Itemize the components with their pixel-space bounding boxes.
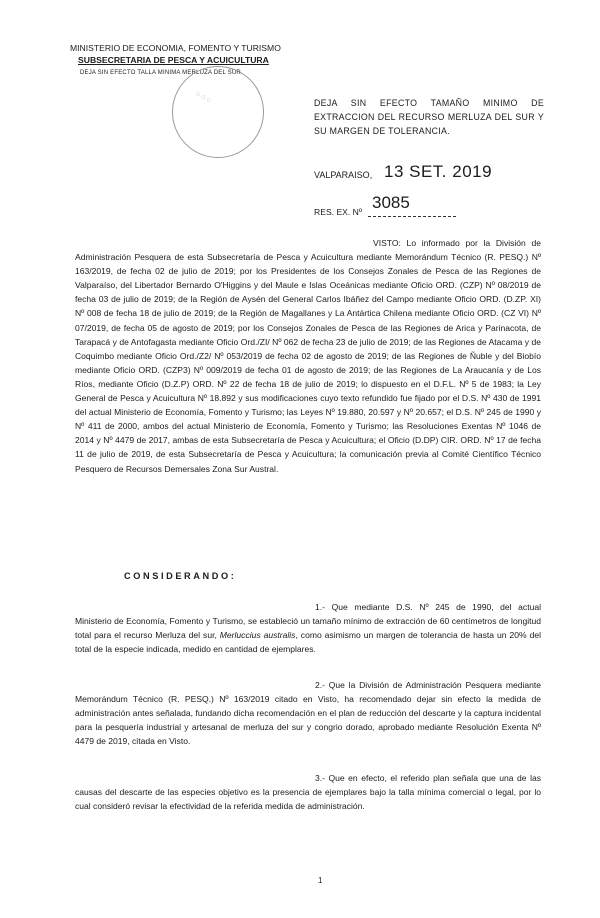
resolution-date: 13 SET. 2019	[384, 162, 493, 181]
considerando-1	[75, 600, 541, 656]
considerando-1-text-b: , como asimismo un margen de tolerancia de hasta un 20% del total de la especie indicada, medido en cantidad de ejemplares.	[75, 630, 541, 655]
ministry-name: MINISTERIO DE ECONOMIA, FOMENTO Y TURISMO	[70, 43, 281, 53]
considerando-3: 3.- Que en efecto, el referido plan señala que una de las causas del descarte de las especies objetivo es la presencia de ejemplares bajo la talla mínima comercial o legal, por lo cual consideró revisar la efectividad de la referida medida de administración.	[75, 773, 541, 812]
resolution-number: 3085	[372, 193, 410, 212]
visto-paragraph: VISTO: Lo informado por la División de Administración Pesquera de esta Subsecretaría de Pesca y Acuicultura mediante Memorándum Técnico (R. PESQ.) Nº 163/2019, de fecha 02 de julio de 2019; por los Presidentes de los Consejos Zonales de Pesca de las Regiones de Valparaíso, del Libertador Bernardo O'Higgins y del Maule e Islas Oceánicas mediante Oficio ORD. (CZP) Nº 08/2019 de fecha 03 de julio de 2019; de la Región de Aysén del General Carlos Ibáñez del Campo mediante Oficio ORD. (D.ZP. XI) Nº 008 de fecha 18 de julio de 2019; de la Región de Magallanes y La Antártica Chilena mediante Oficio ORD. (CZ VI) Nº 07/2019, de fecha 05 de agosto de 2019; por los Consejos Zonales de Pesca de las Regiones de Arica y Parinacota, de Tarapacá y de Antofagasta mediante Oficio Ord./ZI/ Nº 062 de fecha 23 de julio de 2019; de las Regiones de Atacama y de Coquimbo mediante Oficio Ord./Z2/ Nº 053/2019 de fecha 02 de agosto de 2019; de las Regiones de Ñuble y del Biobío mediante Oficio ORD. (CZP3) Nº 009/2019 de fecha 01 de agosto de 2019; de las Regiones de La Araucanía y de Los Ríos, mediante Oficio (D.Z.P) ORD. Nº 22 de fecha 18 de julio de 2019; lo dispuesto en el D.F.L. Nº 5 de 1983; la Ley General de Pesca y Acuicultura Nº 18.892 y sus modificaciones cuyo texto refundido fue fijado por el D.S. Nº 430 de 1991 del actual Ministerio de Economía, Fomento y Turismo; las Leyes Nº 19.880, 20.597 y Nº 20.657; el D.S. Nº 245 de 1990 y Nº 411 de 2000, ambos del actual Ministerio de Economía, Fomento y Turismo; las Resoluciones Exentas Nº 1046 de 2014 y Nº 4479 de 2017, ambas de esta Subsecretaría de Pesca y Acuicultura; el Oficio (D.DP) CIR. ORD. Nº 17 de fecha 11 de julio de 2019, de esta Subsecretaría de Pesca y Acuicultura; la comunicación previa al Comité Científico Técnico Pesquero de Recursos Demersales Zona Sur Austral.	[75, 238, 541, 474]
document-reference: DEJA SIN EFECTO TALLA MINIMA MERLUZA DEL SUR	[80, 70, 241, 76]
resolution-number-line	[368, 216, 456, 217]
considerando-1-text-a: 1.- Que mediante D.S. Nº 245 de 1990, del actual Ministerio de Economía, Fomento y Turismo, se estableció un tamaño mínimo de extracción de 60 centímetros de longitud total para el recurso Merluza del sur,	[75, 602, 541, 641]
office-stamp	[172, 66, 264, 158]
place-label: VALPARAISO,	[314, 170, 373, 180]
resolution-subject: DEJA SIN EFECTO TAMAÑO MINIMO DE EXTRACCION DEL RECURSO MERLUZA DEL SUR Y SU MARGEN DE TOLERANCIA.	[314, 98, 544, 136]
species-name: Merluccius australis	[219, 630, 296, 641]
considerando-heading: CONSIDERANDO:	[124, 571, 237, 581]
page-number: 1	[318, 876, 323, 885]
resolution-label: RES. EX. Nº	[314, 207, 363, 217]
considerando-2: 2.- Que la División de Administración Pesquera mediante Memorándum Técnico (R. PESQ.) Nº 163/2019 citado en Visto, ha recomendado dejar sin efecto la medida de administración antes señalada, fundando dicha recomendación en el plan de reducción del descarte y la captura incidental para la pesquería industrial y artesanal de merluza del sur y congrio dorado, aprobado mediante Resolución Exenta Nº 4479 de 2019, citada en Visto.	[75, 680, 541, 747]
subsecretaria-name: SUBSECRETARIA DE PESCA Y ACUICULTURA	[78, 55, 269, 65]
stamp-mark-icon: ◌ ◌ ◌	[194, 90, 213, 105]
